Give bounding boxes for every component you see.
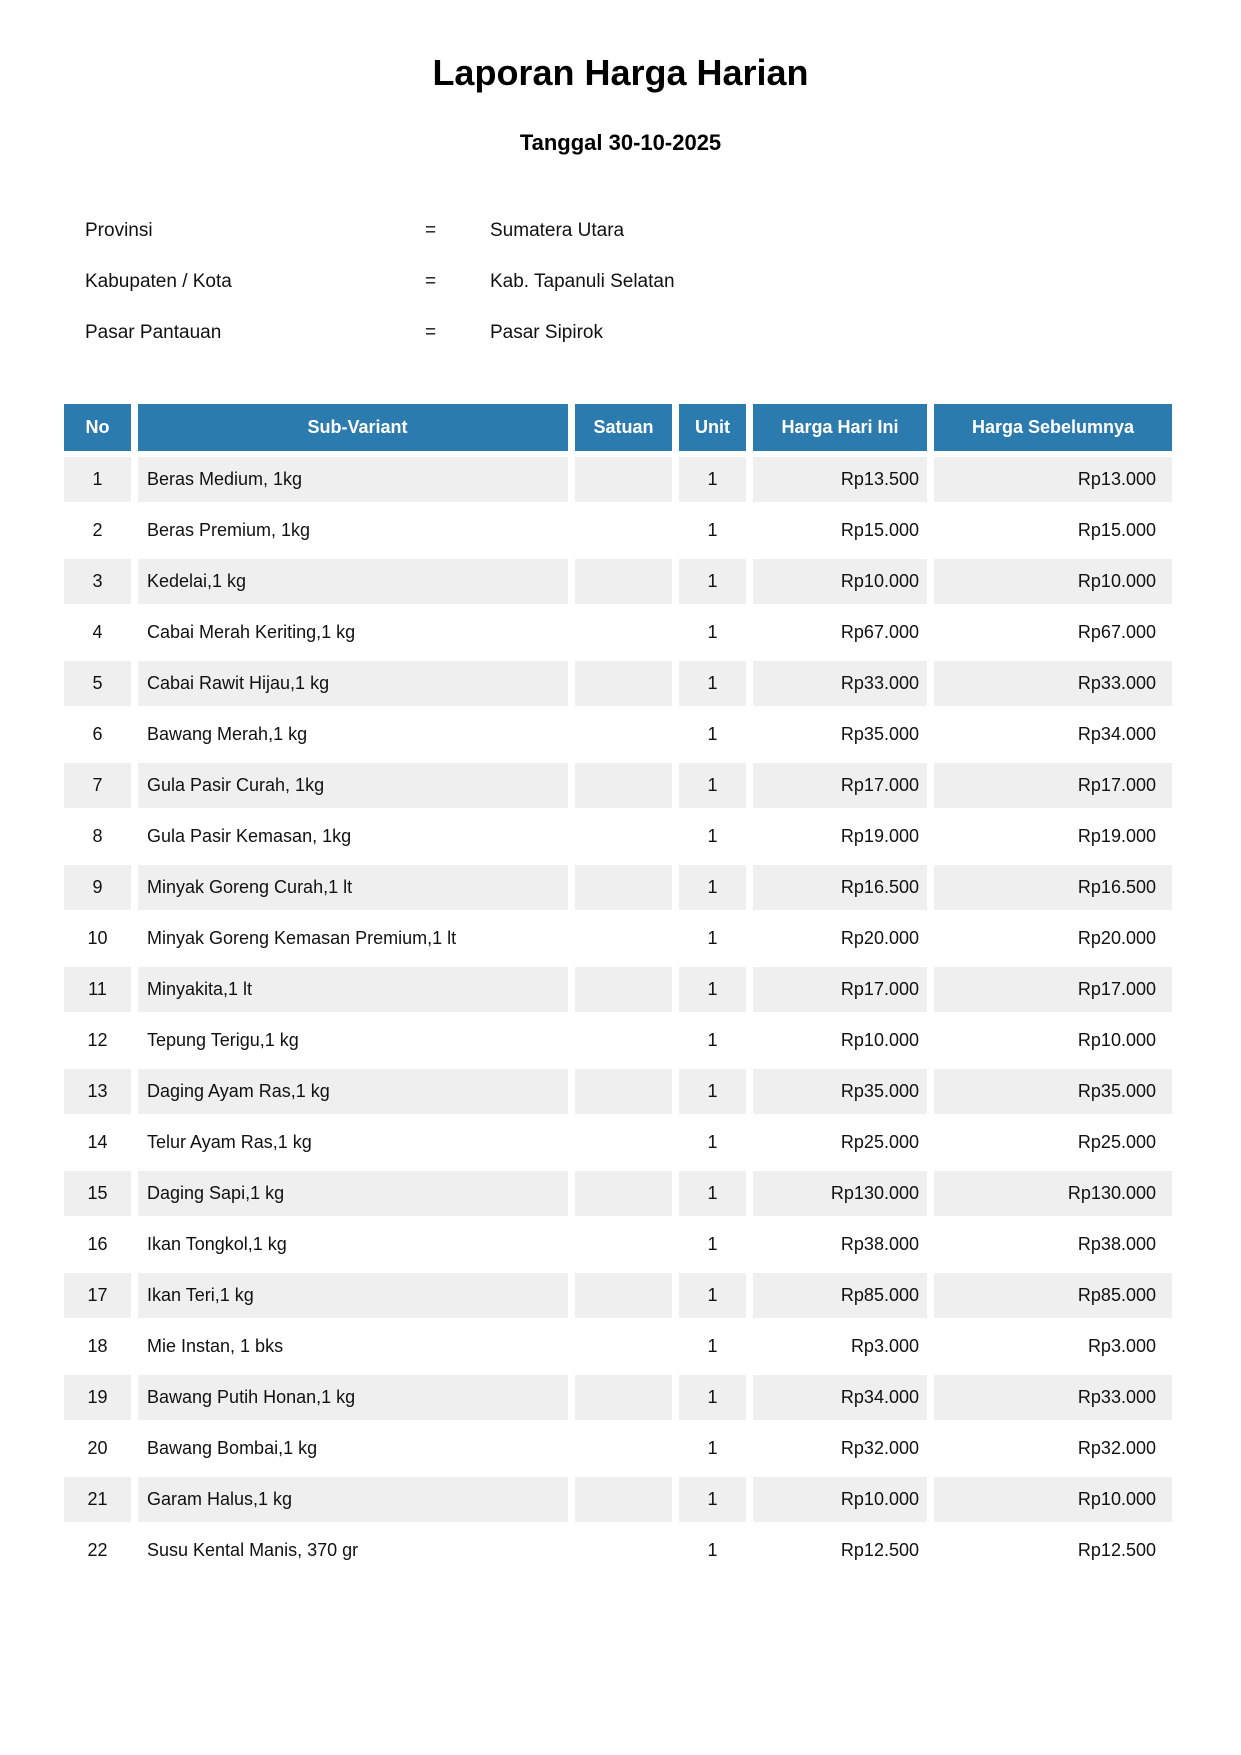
column-header-unit: Unit xyxy=(679,404,746,451)
column-header-sub-variant: Sub-Variant xyxy=(138,404,568,451)
cell-no: 2 xyxy=(64,508,131,553)
table-row xyxy=(64,1324,1172,1369)
cell-sub-variant: Cabai Rawit Hijau,1 kg xyxy=(138,661,568,706)
cell-harga-sebelumnya: Rp3.000 xyxy=(934,1324,1172,1369)
table-row xyxy=(64,1069,1172,1114)
cell-satuan xyxy=(575,1528,672,1573)
table-row xyxy=(64,1171,1172,1216)
cell-no: 5 xyxy=(64,661,131,706)
cell-harga-hari-ini: Rp3.000 xyxy=(753,1324,927,1369)
cell-harga-sebelumnya: Rp10.000 xyxy=(934,559,1172,604)
table-row xyxy=(64,1120,1172,1165)
cell-harga-sebelumnya: Rp20.000 xyxy=(934,916,1172,961)
cell-harga-sebelumnya: Rp67.000 xyxy=(934,610,1172,655)
cell-sub-variant: Bawang Merah,1 kg xyxy=(138,712,568,757)
table-row xyxy=(64,712,1172,757)
table-row xyxy=(64,1528,1172,1573)
cell-harga-hari-ini: Rp35.000 xyxy=(753,712,927,757)
cell-unit: 1 xyxy=(679,1273,746,1318)
cell-harga-hari-ini: Rp17.000 xyxy=(753,763,927,808)
cell-harga-sebelumnya: Rp17.000 xyxy=(934,763,1172,808)
cell-unit: 1 xyxy=(679,1018,746,1063)
cell-harga-sebelumnya: Rp130.000 xyxy=(934,1171,1172,1216)
cell-unit: 1 xyxy=(679,1222,746,1267)
meta-row-kabupaten xyxy=(85,271,1241,293)
cell-sub-variant: Bawang Bombai,1 kg xyxy=(138,1426,568,1471)
meta-equals-sign: = xyxy=(425,271,437,292)
cell-unit: 1 xyxy=(679,763,746,808)
cell-unit: 1 xyxy=(679,1069,746,1114)
table-row xyxy=(64,508,1172,553)
cell-satuan xyxy=(575,712,672,757)
cell-harga-sebelumnya: Rp85.000 xyxy=(934,1273,1172,1318)
cell-no: 19 xyxy=(64,1375,131,1420)
cell-unit: 1 xyxy=(679,559,746,604)
cell-satuan xyxy=(575,865,672,910)
cell-unit: 1 xyxy=(679,508,746,553)
cell-sub-variant: Kedelai,1 kg xyxy=(138,559,568,604)
cell-unit: 1 xyxy=(679,1120,746,1165)
cell-satuan xyxy=(575,1018,672,1063)
cell-harga-hari-ini: Rp67.000 xyxy=(753,610,927,655)
meta-label-provinsi: Provinsi xyxy=(85,220,153,241)
column-header-harga-hari-ini: Harga Hari Ini xyxy=(753,404,927,451)
cell-harga-sebelumnya: Rp17.000 xyxy=(934,967,1172,1012)
cell-harga-hari-ini: Rp38.000 xyxy=(753,1222,927,1267)
cell-satuan xyxy=(575,763,672,808)
cell-harga-sebelumnya: Rp25.000 xyxy=(934,1120,1172,1165)
cell-sub-variant: Bawang Putih Honan,1 kg xyxy=(138,1375,568,1420)
meta-value-pasar: Pasar Sipirok xyxy=(490,322,603,343)
cell-harga-hari-ini: Rp25.000 xyxy=(753,1120,927,1165)
cell-satuan xyxy=(575,1273,672,1318)
cell-unit: 1 xyxy=(679,610,746,655)
cell-sub-variant: Minyakita,1 lt xyxy=(138,967,568,1012)
cell-no: 12 xyxy=(64,1018,131,1063)
price-table xyxy=(57,398,1179,1579)
cell-satuan xyxy=(575,508,672,553)
table-row xyxy=(64,559,1172,604)
cell-no: 6 xyxy=(64,712,131,757)
table-row xyxy=(64,814,1172,859)
report-date-subtitle: Tanggal 30-10-2025 xyxy=(519,130,722,155)
cell-no: 9 xyxy=(64,865,131,910)
cell-harga-hari-ini: Rp10.000 xyxy=(753,1018,927,1063)
column-header-harga-sebelumnya: Harga Sebelumnya xyxy=(934,404,1172,451)
cell-no: 15 xyxy=(64,1171,131,1216)
cell-harga-sebelumnya: Rp38.000 xyxy=(934,1222,1172,1267)
meta-equals-sign: = xyxy=(425,322,437,343)
table-row xyxy=(64,661,1172,706)
cell-no: 1 xyxy=(64,457,131,502)
cell-harga-hari-ini: Rp10.000 xyxy=(753,559,927,604)
cell-harga-hari-ini: Rp32.000 xyxy=(753,1426,927,1471)
cell-harga-hari-ini: Rp10.000 xyxy=(753,1477,927,1522)
cell-unit: 1 xyxy=(679,661,746,706)
cell-sub-variant: Daging Ayam Ras,1 kg xyxy=(138,1069,568,1114)
table-row xyxy=(64,1018,1172,1063)
cell-harga-hari-ini: Rp16.500 xyxy=(753,865,927,910)
cell-unit: 1 xyxy=(679,814,746,859)
report-meta-section xyxy=(85,220,1241,344)
meta-label-kabupaten: Kabupaten / Kota xyxy=(85,271,232,292)
cell-harga-sebelumnya: Rp32.000 xyxy=(934,1426,1172,1471)
cell-harga-hari-ini: Rp35.000 xyxy=(753,1069,927,1114)
cell-unit: 1 xyxy=(679,1477,746,1522)
table-row xyxy=(64,610,1172,655)
cell-no: 3 xyxy=(64,559,131,604)
cell-unit: 1 xyxy=(679,967,746,1012)
cell-unit: 1 xyxy=(679,865,746,910)
cell-satuan xyxy=(575,1120,672,1165)
cell-no: 16 xyxy=(64,1222,131,1267)
table-row xyxy=(64,457,1172,502)
cell-sub-variant: Beras Medium, 1kg xyxy=(138,457,568,502)
cell-sub-variant: Minyak Goreng Curah,1 lt xyxy=(138,865,568,910)
cell-sub-variant: Mie Instan, 1 bks xyxy=(138,1324,568,1369)
cell-satuan xyxy=(575,610,672,655)
meta-value-kabupaten: Kab. Tapanuli Selatan xyxy=(490,271,675,292)
table-row xyxy=(64,916,1172,961)
cell-no: 4 xyxy=(64,610,131,655)
cell-satuan xyxy=(575,1324,672,1369)
cell-sub-variant: Gula Pasir Kemasan, 1kg xyxy=(138,814,568,859)
cell-satuan xyxy=(575,1171,672,1216)
cell-harga-sebelumnya: Rp16.500 xyxy=(934,865,1172,910)
cell-sub-variant: Gula Pasir Curah, 1kg xyxy=(138,763,568,808)
cell-sub-variant: Daging Sapi,1 kg xyxy=(138,1171,568,1216)
cell-unit: 1 xyxy=(679,1528,746,1573)
cell-unit: 1 xyxy=(679,712,746,757)
cell-harga-sebelumnya: Rp35.000 xyxy=(934,1069,1172,1114)
cell-no: 22 xyxy=(64,1528,131,1573)
cell-harga-sebelumnya: Rp10.000 xyxy=(934,1477,1172,1522)
cell-satuan xyxy=(575,457,672,502)
cell-unit: 1 xyxy=(679,1324,746,1369)
cell-harga-sebelumnya: Rp19.000 xyxy=(934,814,1172,859)
cell-no: 18 xyxy=(64,1324,131,1369)
cell-sub-variant: Ikan Teri,1 kg xyxy=(138,1273,568,1318)
cell-no: 20 xyxy=(64,1426,131,1471)
cell-satuan xyxy=(575,916,672,961)
meta-row-pasar xyxy=(85,322,1241,344)
cell-harga-hari-ini: Rp12.500 xyxy=(753,1528,927,1573)
cell-satuan xyxy=(575,1222,672,1267)
meta-value-provinsi: Sumatera Utara xyxy=(490,220,625,241)
cell-harga-sebelumnya: Rp33.000 xyxy=(934,661,1172,706)
cell-satuan xyxy=(575,1069,672,1114)
cell-no: 14 xyxy=(64,1120,131,1165)
cell-sub-variant: Beras Premium, 1kg xyxy=(138,508,568,553)
cell-no: 17 xyxy=(64,1273,131,1318)
cell-sub-variant: Susu Kental Manis, 370 gr xyxy=(138,1528,568,1573)
cell-no: 10 xyxy=(64,916,131,961)
cell-satuan xyxy=(575,559,672,604)
column-header-no: No xyxy=(64,404,131,451)
cell-satuan xyxy=(575,661,672,706)
table-row xyxy=(64,1273,1172,1318)
cell-satuan xyxy=(575,1477,672,1522)
cell-satuan xyxy=(575,1426,672,1471)
cell-harga-sebelumnya: Rp34.000 xyxy=(934,712,1172,757)
cell-sub-variant: Ikan Tongkol,1 kg xyxy=(138,1222,568,1267)
table-row xyxy=(64,1222,1172,1267)
cell-harga-hari-ini: Rp17.000 xyxy=(753,967,927,1012)
price-table-body xyxy=(64,457,1172,1573)
cell-harga-sebelumnya: Rp13.000 xyxy=(934,457,1172,502)
cell-harga-hari-ini: Rp130.000 xyxy=(753,1171,927,1216)
cell-harga-hari-ini: Rp15.000 xyxy=(753,508,927,553)
cell-unit: 1 xyxy=(679,457,746,502)
page-title: Laporan Harga Harian xyxy=(432,52,809,93)
table-row xyxy=(64,865,1172,910)
cell-sub-variant: Garam Halus,1 kg xyxy=(138,1477,568,1522)
cell-harga-sebelumnya: Rp15.000 xyxy=(934,508,1172,553)
table-row xyxy=(64,1477,1172,1522)
cell-satuan xyxy=(575,967,672,1012)
meta-label-pasar: Pasar Pantauan xyxy=(85,322,222,343)
cell-unit: 1 xyxy=(679,1171,746,1216)
cell-satuan xyxy=(575,1375,672,1420)
cell-harga-hari-ini: Rp13.500 xyxy=(753,457,927,502)
cell-no: 11 xyxy=(64,967,131,1012)
cell-no: 21 xyxy=(64,1477,131,1522)
cell-harga-hari-ini: Rp33.000 xyxy=(753,661,927,706)
cell-no: 8 xyxy=(64,814,131,859)
table-row xyxy=(64,1375,1172,1420)
cell-harga-hari-ini: Rp19.000 xyxy=(753,814,927,859)
cell-satuan xyxy=(575,814,672,859)
cell-sub-variant: Minyak Goreng Kemasan Premium,1 lt xyxy=(138,916,568,961)
cell-harga-hari-ini: Rp20.000 xyxy=(753,916,927,961)
cell-no: 13 xyxy=(64,1069,131,1114)
cell-sub-variant: Telur Ayam Ras,1 kg xyxy=(138,1120,568,1165)
table-row xyxy=(64,763,1172,808)
cell-no: 7 xyxy=(64,763,131,808)
table-row xyxy=(64,1426,1172,1471)
meta-equals-sign: = xyxy=(425,220,437,241)
cell-unit: 1 xyxy=(679,1426,746,1471)
cell-sub-variant: Cabai Merah Keriting,1 kg xyxy=(138,610,568,655)
cell-harga-sebelumnya: Rp10.000 xyxy=(934,1018,1172,1063)
cell-harga-hari-ini: Rp85.000 xyxy=(753,1273,927,1318)
price-table-header xyxy=(64,404,1172,451)
cell-unit: 1 xyxy=(679,916,746,961)
cell-harga-sebelumnya: Rp33.000 xyxy=(934,1375,1172,1420)
meta-row-provinsi xyxy=(85,220,1241,242)
cell-harga-sebelumnya: Rp12.500 xyxy=(934,1528,1172,1573)
column-header-satuan: Satuan xyxy=(575,404,672,451)
cell-harga-hari-ini: Rp34.000 xyxy=(753,1375,927,1420)
cell-sub-variant: Tepung Terigu,1 kg xyxy=(138,1018,568,1063)
table-row xyxy=(64,967,1172,1012)
cell-unit: 1 xyxy=(679,1375,746,1420)
